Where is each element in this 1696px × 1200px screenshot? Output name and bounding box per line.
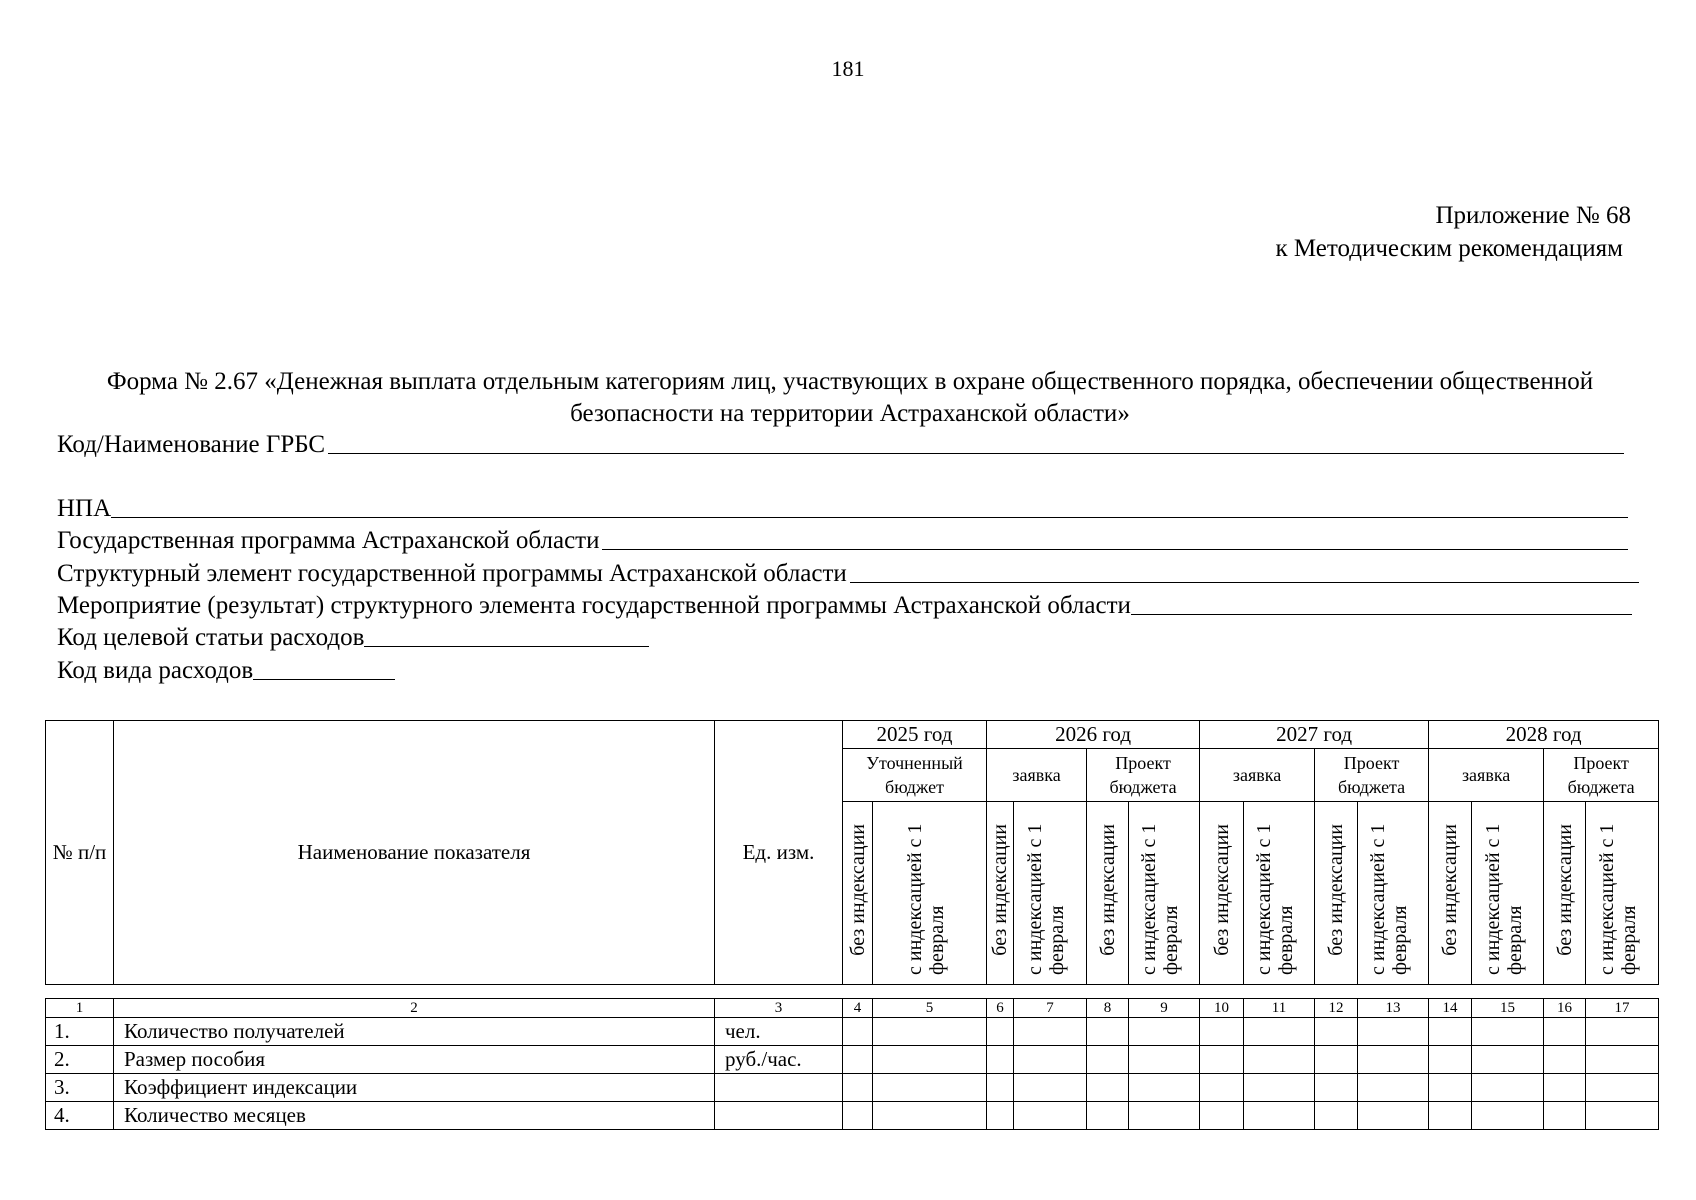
field-grbs: [57, 429, 1624, 459]
value-cell[interactable]: [1429, 1102, 1472, 1130]
header-draft-budget-2026: Проект бюджета: [1087, 749, 1200, 802]
value-cell[interactable]: [1014, 1018, 1087, 1046]
value-cell[interactable]: [987, 1046, 1014, 1074]
field-expense-code: [57, 655, 395, 685]
field-measure: [57, 590, 1632, 620]
value-cell[interactable]: [1586, 1018, 1659, 1046]
value-cell[interactable]: [1429, 1046, 1472, 1074]
value-cell[interactable]: [843, 1046, 873, 1074]
value-cell[interactable]: [1472, 1074, 1544, 1102]
value-cell[interactable]: [1315, 1018, 1358, 1046]
row-num: 4.: [46, 1102, 114, 1130]
value-cell[interactable]: [1472, 1018, 1544, 1046]
appendix-number: Приложение № 68: [1435, 202, 1631, 229]
field-grbs-line: [328, 453, 1624, 454]
row-name: Количество месяцев: [114, 1102, 715, 1130]
header-unit: Ед. изм.: [715, 721, 843, 985]
value-cell[interactable]: [1586, 1102, 1659, 1130]
header-with-index-text: с индексацией с 1 февраля: [903, 823, 948, 975]
column-number: 2: [114, 999, 715, 1018]
value-cell[interactable]: [1129, 1102, 1200, 1130]
value-cell[interactable]: [1544, 1102, 1586, 1130]
header-num: № п/п: [46, 721, 114, 985]
value-cell[interactable]: [1087, 1046, 1129, 1074]
header-year-2025: 2025 год: [843, 721, 987, 749]
field-target-code-line: [364, 646, 649, 647]
value-cell[interactable]: [987, 1102, 1014, 1130]
value-cell[interactable]: [1586, 1046, 1659, 1074]
header-without-index: [843, 802, 873, 985]
header-with-index: [1472, 802, 1544, 985]
value-cell[interactable]: [987, 1018, 1014, 1046]
field-grbs-label: Код/Наименование ГРБС: [57, 431, 326, 458]
row-name: Количество получателей: [114, 1018, 715, 1046]
header-without-index: [1087, 802, 1129, 985]
value-cell[interactable]: [1200, 1102, 1244, 1130]
field-npa-label: НПА: [57, 495, 112, 522]
field-target-code: [57, 622, 649, 652]
value-cell[interactable]: [1472, 1046, 1544, 1074]
value-cell[interactable]: [987, 1074, 1014, 1102]
header-with-index: [1014, 802, 1087, 985]
value-cell[interactable]: [1315, 1102, 1358, 1130]
column-number: 9: [1129, 999, 1200, 1018]
table-row: [46, 1018, 1659, 1046]
field-struct-element: [57, 558, 1639, 588]
header-without-index: [1544, 802, 1586, 985]
value-cell[interactable]: [1244, 1018, 1315, 1046]
field-program-label: Государственная программа Астраханской области: [57, 527, 600, 554]
header-without-index: [1200, 802, 1244, 985]
field-measure-line: [1131, 614, 1632, 615]
value-cell[interactable]: [843, 1074, 873, 1102]
header-with-index: [1244, 802, 1315, 985]
header-request-2026: заявка: [987, 749, 1087, 802]
field-target-code-label: Код целевой статьи расходов: [57, 624, 365, 651]
value-cell[interactable]: [1014, 1074, 1087, 1102]
header-without-index-text: без индексации: [846, 824, 869, 956]
value-cell[interactable]: [1429, 1074, 1472, 1102]
header-year-2027: 2027 год: [1200, 721, 1429, 749]
header-with-index-text: с индексацией с 1 февраля: [1024, 823, 1069, 975]
field-expense-code-label: Код вида расходов: [57, 657, 254, 684]
header-refined-budget: Уточненный бюджет: [843, 749, 987, 802]
value-cell[interactable]: [1358, 1074, 1429, 1102]
value-cell[interactable]: [843, 1102, 873, 1130]
value-cell[interactable]: [1087, 1074, 1129, 1102]
column-number: 4: [843, 999, 873, 1018]
value-cell[interactable]: [1244, 1102, 1315, 1130]
page-number: 181: [831, 56, 865, 81]
form-title: Форма № 2.67 «Денежная выплата отдельным категориям лиц, участвующих в охране общественного порядка, обеспечении общественной безопасности на территории Астраханской области»: [106, 368, 1594, 427]
column-number: 6: [987, 999, 1014, 1018]
value-cell[interactable]: [1544, 1018, 1586, 1046]
field-npa-line: [111, 517, 1628, 518]
column-number: 5: [873, 999, 987, 1018]
value-cell[interactable]: [1315, 1046, 1358, 1074]
header-request-2027: заявка: [1200, 749, 1315, 802]
header-without-index-text: без индексации: [1553, 824, 1576, 956]
value-cell[interactable]: [1087, 1018, 1129, 1046]
value-cell[interactable]: [1586, 1074, 1659, 1102]
row-unit: [715, 1074, 843, 1102]
field-npa: [57, 493, 1628, 523]
field-struct-element-line: [850, 582, 1639, 583]
header-with-index-text: с индексацией с 1 февраля: [1253, 823, 1298, 975]
value-cell[interactable]: [1358, 1102, 1429, 1130]
row-num: 2.: [46, 1046, 114, 1074]
row-name: Коэффициент индексации: [114, 1074, 715, 1102]
value-cell[interactable]: [1087, 1102, 1129, 1130]
value-cell[interactable]: [1358, 1018, 1429, 1046]
table-row: [46, 1074, 1659, 1102]
column-number: 14: [1429, 999, 1472, 1018]
column-number: 3: [715, 999, 843, 1018]
value-cell[interactable]: [1315, 1074, 1358, 1102]
field-measure-label: Мероприятие (результат) структурного элемента государственной программы Астраханской области: [57, 592, 1131, 619]
field-program: [57, 525, 1628, 555]
row-unit: [715, 1102, 843, 1130]
header-with-index: [873, 802, 987, 985]
header-without-index: [1429, 802, 1472, 985]
header-with-index-text: с индексацией с 1 февраля: [1481, 823, 1526, 975]
value-cell[interactable]: [1358, 1046, 1429, 1074]
appendix-reference: к Методическим рекомендациям: [1275, 235, 1623, 262]
header-without-index-text: без индексации: [989, 824, 1012, 956]
header-with-index-text: с индексацией с 1 февраля: [1596, 823, 1641, 975]
header-name: Наименование показателя: [114, 721, 715, 985]
column-number: 8: [1087, 999, 1129, 1018]
field-program-line: [602, 549, 1628, 550]
header-without-index-text: без индексации: [1210, 824, 1233, 956]
value-cell[interactable]: [1129, 1018, 1200, 1046]
header-with-index-text: с индексацией с 1 февраля: [1367, 823, 1412, 975]
value-cell[interactable]: [1544, 1046, 1586, 1074]
value-cell[interactable]: [873, 1074, 987, 1102]
value-cell[interactable]: [1129, 1074, 1200, 1102]
value-cell[interactable]: [1244, 1074, 1315, 1102]
column-number: 10: [1200, 999, 1244, 1018]
column-number: 11: [1244, 999, 1315, 1018]
value-cell[interactable]: [1544, 1074, 1586, 1102]
header-without-index-text: без индексации: [1439, 824, 1462, 956]
column-number: 12: [1315, 999, 1358, 1018]
column-number: 7: [1014, 999, 1087, 1018]
value-cell[interactable]: [873, 1046, 987, 1074]
row-name: Размер пособия: [114, 1046, 715, 1074]
table-row: [46, 1046, 1659, 1074]
header-with-index: [1586, 802, 1659, 985]
value-cell[interactable]: [1200, 1046, 1244, 1074]
row-num: 3.: [46, 1074, 114, 1102]
header-draft-budget-2027: Проект бюджета: [1315, 749, 1429, 802]
value-cell[interactable]: [1429, 1018, 1472, 1046]
field-struct-element-label: Структурный элемент государственной программы Астраханской области: [57, 560, 847, 587]
header-without-index-text: без индексации: [1096, 824, 1119, 956]
value-cell[interactable]: [1129, 1046, 1200, 1074]
field-expense-code-line: [253, 679, 395, 680]
header-without-index: [987, 802, 1014, 985]
header-with-index: [1358, 802, 1429, 985]
value-cell[interactable]: [1014, 1102, 1087, 1130]
header-without-index-text: без индексации: [1325, 824, 1348, 956]
column-number: 1: [46, 999, 114, 1018]
value-cell[interactable]: [843, 1018, 873, 1046]
value-cell[interactable]: [1472, 1102, 1544, 1130]
indicator-table-header: [45, 720, 1659, 985]
table-row: [46, 1102, 1659, 1130]
header-with-index: [1129, 802, 1200, 985]
header-without-index: [1315, 802, 1358, 985]
value-cell[interactable]: [873, 1018, 987, 1046]
column-number: 15: [1472, 999, 1544, 1018]
header-request-2028: заявка: [1429, 749, 1544, 802]
header-with-index-text: с индексацией с 1 февраля: [1138, 823, 1183, 975]
header-year-2028: 2028 год: [1429, 721, 1659, 749]
column-number: 16: [1544, 999, 1586, 1018]
value-cell[interactable]: [1200, 1018, 1244, 1046]
column-number: 17: [1586, 999, 1659, 1018]
value-cell[interactable]: [1014, 1046, 1087, 1074]
header-draft-budget-2028: Проект бюджета: [1544, 749, 1659, 802]
value-cell[interactable]: [873, 1102, 987, 1130]
value-cell[interactable]: [1200, 1074, 1244, 1102]
row-num: 1.: [46, 1018, 114, 1046]
row-unit: чел.: [715, 1018, 843, 1046]
header-year-2026: 2026 год: [987, 721, 1200, 749]
column-number: 13: [1358, 999, 1429, 1018]
column-number-row: [46, 999, 1659, 1018]
value-cell[interactable]: [1244, 1046, 1315, 1074]
indicator-table-body: [45, 998, 1659, 1130]
row-unit: руб./час.: [715, 1046, 843, 1074]
